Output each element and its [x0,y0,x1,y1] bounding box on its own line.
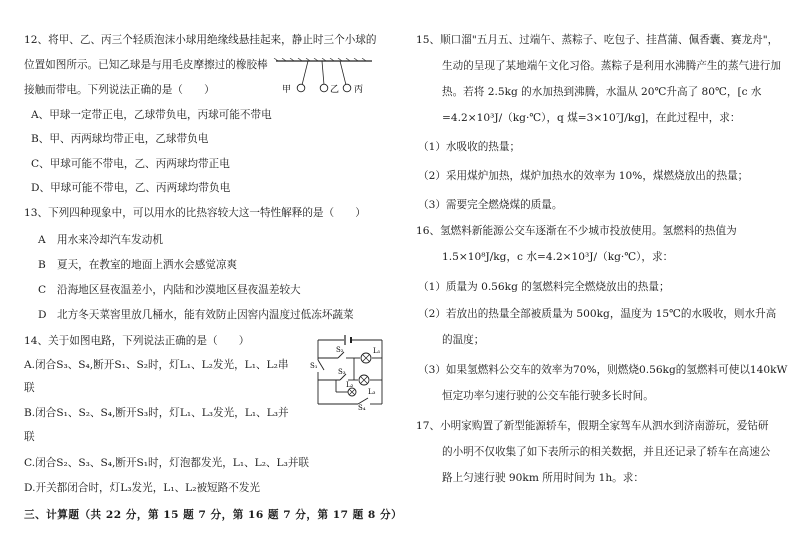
right-column [397,0,794,560]
circuit-diagram-figure [310,334,392,410]
q15-sub1: （1）水吸收的热量； [418,141,521,153]
q12-option-c: C、甲球可能不带电，乙、丙两球均带正电 [31,158,230,170]
q13-letter-d: D [38,309,47,321]
q14-stem: 14、关于如图电路，下列说法正确的是（ ） [24,335,250,347]
q15-line4: =4.2×10³J/（kg·℃），q 煤=3×10⁷J/kg]，在此过程中，求： [442,112,741,124]
ball-yi [320,84,328,92]
q14-option-a-line2: 联 [24,382,35,394]
q14-option-b-line1: B.闭合S₁、S₂、S₄,断开S₃时，灯L₁、L₃发光，L₁、L₃并 [24,407,289,419]
q13-option-d: 北方冬天菜窖里放几桶水，能有效防止因窖内温度过低冻坏蔬菜 [57,309,354,321]
pendulum-balls-figure [268,58,396,98]
q13-letter-a: A [38,234,46,246]
label-jia: 甲 [282,85,292,95]
label-s1: S₁ [310,362,318,370]
q15-line2: 生动的呈现了某地端午文化习俗。蒸粽子是利用水沸腾产生的蒸气进行加 [442,60,781,72]
q15-sub3: （3）需要完全燃烧煤的质量。 [418,199,563,211]
q13-option-c: 沿海地区昼夜温差小，内陆和沙漠地区昼夜温差较大 [57,284,301,296]
q16-sub3-line2: 恒定功率匀速行驶的公交车能行驶多长时间。 [442,390,654,402]
q17-line1: 17、小明家购置了新型能源轿车，假期全家驾车从泗水到济南游玩，爱钻研 [416,420,769,432]
section-3-heading: 三、计算题（共 22 分，第 15 题 7 分，第 16 题 7 分，第 17 题 8 分） [24,509,403,521]
label-bing: 丙 [354,85,364,95]
q15-sub2: （2）采用煤炉加热，煤炉加热水的效率为 10%，煤燃烧放出的热量； [418,170,749,182]
label-s2: S₂ [336,346,344,354]
q14-option-b-line2: 联 [24,431,35,443]
q14-option-a-line1: A.闭合S₃、S₄,断开S₁、S₂时，灯L₁、L₂发光，L₁、L₂串 [24,359,289,371]
label-yi: 乙 [330,85,340,95]
q13-letter-b: B [38,259,46,271]
q13-letter-c: C [38,284,47,296]
q14-option-d: D.开关都闭合时，灯L₃发光，L₁、L₂被短路不发光 [24,482,261,494]
label-l2: L₂ [346,381,354,389]
q16-sub2-line2: 的温度； [442,334,485,346]
q16-line1: 16、氢燃料新能源公交车逐渐在不少城市投放使用。氢燃料的热值为 [416,225,737,237]
q16-sub2-line1: （2）若放出的热量全部被质量为 500kg，温度为 15℃的水吸收，则水升高 [418,308,777,320]
q16-sub1: （1）质量为 0.56kg 的氢燃料完全燃烧放出的热量； [418,281,670,293]
q17-line2: 的小明不仅收集了如下表所示的相关数据，并且还记录了轿车在高速公 [442,446,771,458]
q12-line2: 位置如图所示。已知乙球是与用毛皮摩擦过的橡胶棒 [24,59,268,71]
label-s4: S₄ [358,404,366,410]
q16-line2: 1.5×10⁸J/kg，c 水=4.2×10³J/（kg·℃），求： [442,251,674,263]
q16-sub3-line1: （3）如果氢燃料公交车的效率为70%，则燃烧0.56kg的氢燃料可使以140kW [418,364,788,376]
q12-line3: 接触而带电。下列说法正确的是（ ） [24,84,215,96]
q17-line3: 路上匀速行驶 90km 所用时间为 1h。求： [442,472,644,484]
label-l3: L₃ [368,388,376,396]
label-s3: S₃ [338,368,346,376]
q13-option-b: 夏天，在教室的地面上洒水会感觉凉爽 [57,259,238,271]
q15-line1: 15、顺口溜"五月五、过端午、蒸粽子、吃包子、挂菖蒲、佩香囊、赛龙舟"， [416,34,779,46]
q12-option-a: A、甲球一定带正电，乙球带负电，丙球可能不带电 [31,109,272,121]
q13-stem: 13、下列四种现象中，可以用水的比热容较大这一特性解释的是（ ） [24,207,366,219]
label-l1: L₁ [373,347,381,355]
ball-jia [297,84,305,92]
q12-line1: 12、将甲、乙、丙三个轻质泡沫小球用绝缘线悬挂起来，静止时三个小球的 [24,34,377,46]
ball-bing [343,84,351,92]
q13-option-a: 用水来冷却汽车发动机 [57,234,163,246]
q12-option-b: B、甲、丙两球均带正电，乙球带负电 [31,133,209,145]
q15-line3: 热。若将 2.5kg 的水加热到沸腾，水温从 20℃升高了 80℃，[c 水 [442,86,762,98]
q14-option-c: C.闭合S₂、S₃、S₄,断开S₁时，灯泡都发光，L₁、L₂、L₃并联 [24,457,310,469]
q12-option-d: D、甲球可能不带电，乙、丙两球均带负电 [31,182,231,194]
